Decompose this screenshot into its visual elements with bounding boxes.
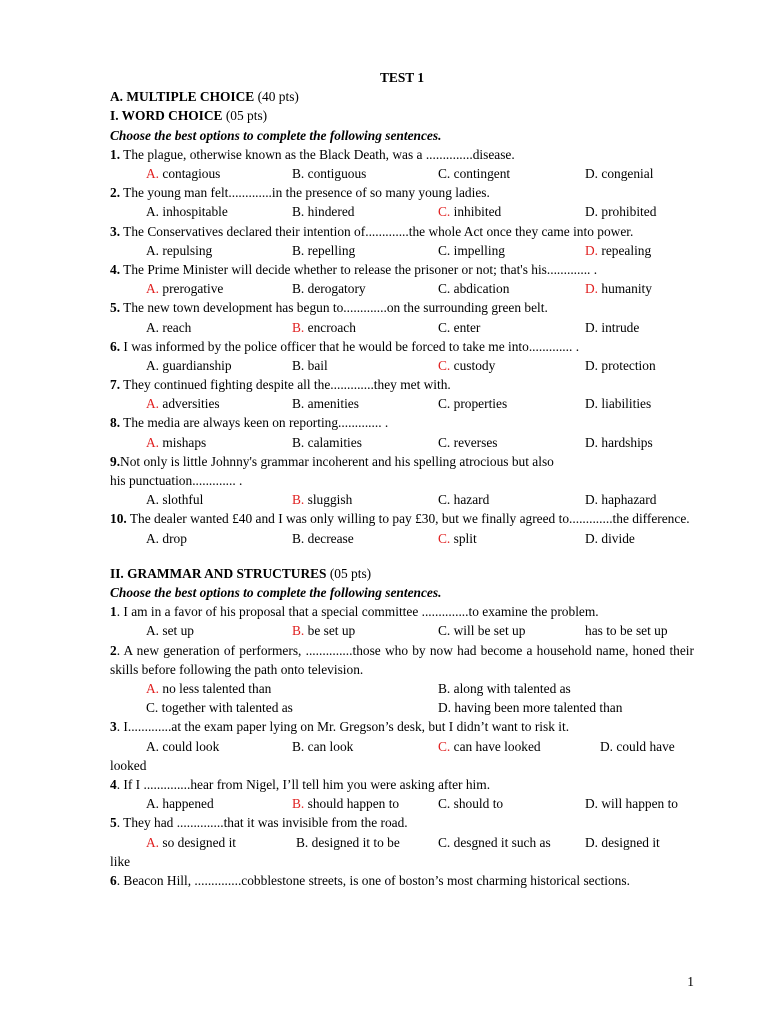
option-text: derogatory <box>304 281 366 297</box>
part-ii-heading <box>110 564 694 583</box>
option-text: encroach <box>304 319 356 335</box>
question-stem <box>110 260 694 279</box>
option <box>292 737 353 756</box>
option-text: will be set up <box>450 623 526 639</box>
option-letter: B. <box>292 281 305 297</box>
option-letter: C. <box>438 242 451 258</box>
option-text: could look <box>159 738 220 754</box>
option-text: has to be set up <box>585 623 668 639</box>
option-text: repealing <box>598 242 652 258</box>
option-text-continued: looked <box>110 757 147 773</box>
part-ii-instruction: Choose the best options to complete the following sentences. <box>110 585 442 601</box>
question-stem <box>110 602 694 621</box>
question-number: 5. <box>110 300 121 316</box>
option-text: hindered <box>304 204 355 220</box>
option-text: can have looked <box>450 738 541 754</box>
question-number: 8. <box>110 415 121 431</box>
option-text: liabilities <box>598 396 652 412</box>
option-letter: D. <box>585 396 599 412</box>
option-text: mishaps <box>159 434 207 450</box>
option-text: having been more talented than <box>451 700 623 716</box>
option <box>438 490 489 509</box>
option-text: reverses <box>450 434 498 450</box>
option <box>292 356 328 375</box>
option-text: bail <box>304 357 328 373</box>
question-text: The media are always keen on reporting............. . <box>120 415 389 431</box>
question-text: The dealer wanted £40 and I was only willing to pay £30, but we finally agreed to.............the difference. <box>126 511 690 527</box>
option-letter: B. <box>292 623 305 639</box>
option-letter: C. <box>438 281 451 297</box>
option <box>146 737 219 756</box>
question-stem <box>110 871 694 890</box>
option <box>146 794 214 813</box>
question-text: They continued fighting despite all the.............they met with. <box>120 377 451 393</box>
option-text: impelling <box>450 242 505 258</box>
option-text: haphazard <box>598 492 657 508</box>
question-number: 9. <box>110 453 121 469</box>
option-text: hazard <box>450 492 490 508</box>
option-text: prohibited <box>598 204 657 220</box>
option <box>146 164 220 183</box>
question-stem <box>110 337 694 356</box>
option <box>585 279 652 298</box>
option-letter: D. <box>585 204 599 220</box>
option-letter: C. <box>438 165 451 181</box>
question-number: 1. <box>110 146 121 162</box>
option-letter: A. <box>146 204 160 220</box>
option-letter: B. <box>292 530 305 546</box>
option-text: amenities <box>304 396 359 412</box>
question-text-continued: his punctuation............. . <box>110 473 243 489</box>
question-text: The young man felt.............in the presence of so many young ladies. <box>120 185 490 201</box>
question-text: . If I ..............hear from Nigel, I’ll tell him you were asking after him. <box>116 776 491 792</box>
option <box>585 529 635 548</box>
option <box>292 394 359 413</box>
question-stem <box>110 775 694 794</box>
option <box>438 356 495 375</box>
option-text: designed it to be <box>308 834 400 850</box>
section-gap <box>110 548 694 564</box>
part-i-heading <box>110 106 694 125</box>
option-text-continued: like <box>110 853 131 869</box>
option-text: repulsing <box>159 242 213 258</box>
question-text: The new town development has begun to.............on the surrounding green belt. <box>120 300 548 316</box>
option-text: properties <box>450 396 508 412</box>
question-text: . I am in a favor of his proposal that a special committee ..............to examine the problem. <box>116 604 599 620</box>
option-text: no less talented than <box>159 681 272 697</box>
question-text: . I.............at the exam paper lying on Mr. Gregson’s desk, but I didn’t want to risk it. <box>116 719 570 735</box>
option-text: along with talented as <box>450 681 571 697</box>
option-letter: A. <box>146 738 160 754</box>
question-number: 6. <box>110 338 121 354</box>
option <box>585 241 651 260</box>
option-text: custody <box>450 357 496 373</box>
part-i-points: (05 pts) <box>222 108 268 124</box>
option-letter: A. <box>146 434 160 450</box>
option <box>146 241 212 260</box>
option <box>585 621 668 640</box>
option <box>292 241 355 260</box>
part-i-questions <box>110 145 694 548</box>
option-letter: D. <box>585 530 599 546</box>
option <box>146 679 271 698</box>
option <box>292 490 352 509</box>
option-letter: C. <box>438 204 451 220</box>
question-stem <box>110 413 694 432</box>
options-row <box>110 318 694 337</box>
option-text: protection <box>598 357 656 373</box>
question-number: 7. <box>110 377 121 393</box>
option-text: humanity <box>598 281 652 297</box>
option-letter: C. <box>438 396 451 412</box>
question-text: The plague, otherwise known as the Black Death, was a ..............disease. <box>120 146 515 162</box>
option <box>292 318 356 337</box>
option-letter: A. <box>146 396 160 412</box>
option-text: set up <box>159 623 194 639</box>
option-letter: D. <box>585 319 599 335</box>
option-letter: C. <box>438 319 451 335</box>
question-number: 5 <box>110 815 117 831</box>
question-text: . They had ..............that it was invisible from the road. <box>116 815 408 831</box>
part-i-instruction: Choose the best options to complete the following sentences. <box>110 127 442 143</box>
option-letter: A. <box>146 623 160 639</box>
option <box>292 621 355 640</box>
option-letter: D. <box>438 700 452 716</box>
option-text: split <box>450 530 477 546</box>
option-text: should happen to <box>304 796 400 812</box>
option-text: reach <box>159 319 192 335</box>
option-letter: C. <box>438 357 451 373</box>
option-letter: D. <box>600 738 614 754</box>
option <box>146 490 203 509</box>
option <box>146 279 223 298</box>
option-letter: B. <box>292 357 305 373</box>
question-stem <box>110 813 694 832</box>
question-stem <box>110 717 694 736</box>
option <box>585 356 656 375</box>
question-stem <box>110 375 694 394</box>
option-text: calamities <box>304 434 362 450</box>
option <box>585 164 653 183</box>
option <box>438 318 480 337</box>
option-letter: C. <box>146 700 159 716</box>
section-a-points: (40 pts) <box>254 89 299 105</box>
option-text: repelling <box>304 242 356 258</box>
option-text: enter <box>450 319 481 335</box>
option <box>146 529 187 548</box>
option-text: prerogative <box>159 281 224 297</box>
option-text: inhospitable <box>159 204 228 220</box>
question-number: 3. <box>110 223 121 239</box>
option <box>292 433 362 452</box>
option-text: can look <box>304 738 354 754</box>
part-ii-label: II. GRAMMAR AND STRUCTURES <box>110 565 327 581</box>
options-row <box>110 529 694 548</box>
option-letter: D. <box>585 242 599 258</box>
options-row <box>110 698 694 717</box>
option <box>438 621 525 640</box>
options-row <box>110 833 694 852</box>
option <box>146 698 293 717</box>
option-text: intrude <box>598 319 640 335</box>
option <box>438 679 571 698</box>
options-row <box>110 356 694 375</box>
option-letter: D. <box>585 796 599 812</box>
option-letter: B. <box>296 834 309 850</box>
options-row <box>110 794 694 813</box>
option-text: be set up <box>304 623 356 639</box>
option-text: abdication <box>450 281 510 297</box>
part-ii-points: (05 pts) <box>326 565 372 581</box>
option <box>585 202 656 221</box>
options-row <box>110 621 694 640</box>
option-text: desgned it such as <box>450 834 551 850</box>
option <box>296 833 400 852</box>
options-row <box>110 164 694 183</box>
option <box>438 737 541 756</box>
option <box>438 794 503 813</box>
question-text: . A new generation of performers, ..............those who by now had become a household name, honed their skills before following the path onto television. <box>110 642 694 677</box>
question-text: The Prime Minister will decide whether to release the prisoner or not; that's his............. . <box>120 261 598 277</box>
option-text: adversities <box>159 396 220 412</box>
option-text: could have <box>613 738 675 754</box>
question-stem <box>110 145 694 164</box>
option-letter: D. <box>585 834 599 850</box>
option-letter: B. <box>292 242 305 258</box>
option <box>585 394 651 413</box>
option-text: drop <box>159 530 187 546</box>
option-text: designed it <box>598 834 660 850</box>
option <box>438 241 505 260</box>
options-row <box>110 737 694 756</box>
option-text: congenial <box>598 165 654 181</box>
option <box>438 529 477 548</box>
option-text: decrease <box>304 530 354 546</box>
option-text: happened <box>159 796 214 812</box>
question-text: I was informed by the police officer that he would be forced to take me into............. . <box>120 338 580 354</box>
option-letter: A. <box>146 165 160 181</box>
option <box>146 394 220 413</box>
option <box>585 433 653 452</box>
options-row <box>110 679 694 698</box>
page-number: 1 <box>687 974 694 989</box>
option-letter: D. <box>585 357 599 373</box>
option-letter: A. <box>146 796 160 812</box>
option <box>585 490 656 509</box>
option <box>292 529 354 548</box>
option-letter: B. <box>292 396 305 412</box>
option-text: divide <box>598 530 635 546</box>
option <box>146 621 194 640</box>
option-text: contingent <box>450 165 511 181</box>
option <box>146 833 236 852</box>
question-number: 2. <box>110 185 121 201</box>
option <box>146 202 228 221</box>
option <box>146 433 206 452</box>
options-row <box>110 433 694 452</box>
option <box>585 833 660 852</box>
options-row <box>110 394 694 413</box>
option-letter: B. <box>292 492 305 508</box>
option-letter: C. <box>438 796 451 812</box>
option <box>146 356 232 375</box>
option-text: guardianship <box>159 357 232 373</box>
option <box>146 318 191 337</box>
option <box>585 794 678 813</box>
option-text: should to <box>450 796 504 812</box>
option-letter: A. <box>146 281 160 297</box>
option-letter: B. <box>292 165 305 181</box>
question-stem <box>110 452 694 471</box>
question-number: 1 <box>110 604 117 620</box>
option-letter: B. <box>292 796 305 812</box>
question-number: 4 <box>110 776 117 792</box>
option-letter: B. <box>292 738 305 754</box>
question-stem <box>110 509 694 528</box>
option-text: inhibited <box>450 204 502 220</box>
options-row <box>110 202 694 221</box>
option-letter: C. <box>438 834 451 850</box>
option-letter: A. <box>146 319 160 335</box>
question-text: The Conservatives declared their intention of.............the whole Act once they came into power. <box>120 223 634 239</box>
option-letter: B. <box>292 319 305 335</box>
option-letter: B. <box>438 681 451 697</box>
option-text: so designed it <box>159 834 237 850</box>
option-letter: B. <box>292 204 305 220</box>
part-ii-questions <box>110 602 694 890</box>
question-number: 2 <box>110 642 117 658</box>
option-letter: C. <box>438 492 451 508</box>
option <box>585 318 639 337</box>
option-text: hardships <box>598 434 653 450</box>
option-letter: B. <box>292 434 305 450</box>
option-letter: D. <box>585 492 599 508</box>
option <box>600 737 675 756</box>
option-text: contagious <box>159 165 221 181</box>
option-letter: C. <box>438 530 451 546</box>
question-text: Not only is little Johnny's grammar incoherent and his spelling atrocious but also <box>120 453 554 469</box>
question-number: 10. <box>110 511 127 527</box>
option-letter: A. <box>146 834 160 850</box>
question-stem <box>110 298 694 317</box>
option-text: slothful <box>159 492 204 508</box>
question-number: 6 <box>110 872 117 888</box>
option-letter: A. <box>146 681 160 697</box>
test-title: TEST 1 <box>379 70 425 85</box>
option <box>292 164 366 183</box>
option <box>438 279 509 298</box>
question-stem <box>110 222 694 241</box>
option-letter: A. <box>146 357 160 373</box>
question-stem <box>110 641 694 679</box>
option-letter: D. <box>585 434 599 450</box>
section-a-heading <box>110 87 694 106</box>
option <box>438 833 551 852</box>
option-letter: C. <box>438 434 451 450</box>
option <box>292 202 354 221</box>
option <box>438 698 622 717</box>
option-letter: A. <box>146 492 160 508</box>
option-letter: A. <box>146 242 160 258</box>
question-number: 3 <box>110 719 117 735</box>
options-row <box>110 279 694 298</box>
option-text: sluggish <box>304 492 353 508</box>
option-letter: C. <box>438 623 451 639</box>
options-row <box>110 490 694 509</box>
option <box>438 202 501 221</box>
exam-page <box>110 68 694 890</box>
question-number: 4. <box>110 261 121 277</box>
option-text: together with talented as <box>158 700 293 716</box>
option <box>438 433 498 452</box>
option-letter: D. <box>585 165 599 181</box>
option-text: will happen to <box>598 796 678 812</box>
options-row <box>110 241 694 260</box>
question-text: . Beacon Hill, ..............cobblestone streets, is one of boston’s most charming historical sections. <box>116 872 630 888</box>
option <box>438 164 510 183</box>
option-letter: C. <box>438 738 451 754</box>
question-stem <box>110 183 694 202</box>
section-a-label: A. MULTIPLE CHOICE <box>110 89 255 105</box>
part-i-label: I. WORD CHOICE <box>110 108 223 124</box>
option <box>438 394 507 413</box>
option <box>292 279 366 298</box>
option-text: contiguous <box>304 165 367 181</box>
option-letter: D. <box>585 281 599 297</box>
option <box>292 794 399 813</box>
option-letter: A. <box>146 530 160 546</box>
